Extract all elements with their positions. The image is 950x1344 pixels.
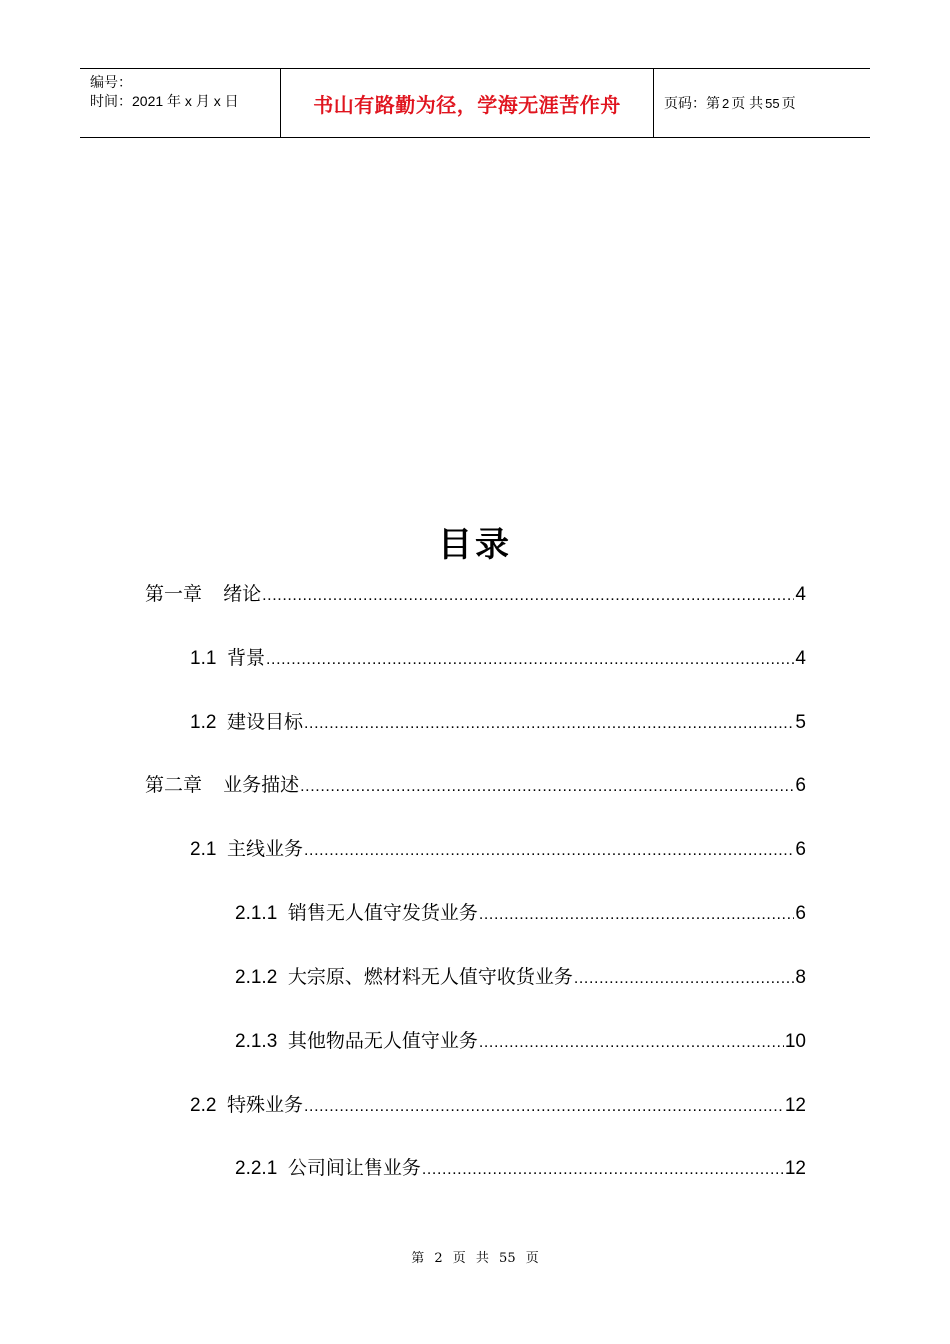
toc-leader-dots bbox=[422, 1155, 784, 1185]
toc-entry-page: 6 bbox=[795, 903, 806, 924]
toc-entry[interactable] bbox=[190, 835, 806, 865]
toc-entry-page: 10 bbox=[784, 1031, 806, 1052]
toc-leader-dots bbox=[266, 645, 794, 675]
toc-entry-number: 2.1.1 bbox=[235, 903, 288, 924]
toc-entry-title: 绪论 bbox=[223, 584, 262, 605]
header-info-cell bbox=[80, 69, 281, 137]
toc-entry-page: 6 bbox=[795, 775, 806, 796]
header-page-info bbox=[654, 69, 870, 137]
toc-entry[interactable] bbox=[190, 644, 806, 674]
toc-entry[interactable] bbox=[235, 1154, 806, 1184]
toc-entry-title: 主线业务 bbox=[226, 839, 303, 860]
page-footer: 第 2 页 共 55 页 bbox=[411, 1251, 539, 1266]
toc-title: 目录 bbox=[438, 526, 512, 564]
page-middle: 页 共 bbox=[731, 95, 764, 111]
toc-entry[interactable] bbox=[145, 580, 806, 610]
toc-entry-title: 建设目标 bbox=[226, 712, 303, 733]
toc-entry-number: 2.1.3 bbox=[235, 1031, 288, 1052]
toc-entry-title: 公司间让售业务 bbox=[287, 1158, 421, 1179]
toc-leader-dots bbox=[479, 1028, 784, 1058]
toc-entry-number: 1.1 bbox=[190, 648, 227, 669]
page-header bbox=[80, 68, 870, 138]
toc-entry[interactable] bbox=[190, 1091, 806, 1121]
toc-entry-page: 4 bbox=[795, 648, 806, 669]
page-total: 55 bbox=[765, 95, 780, 111]
toc-entry-number: 2.1.2 bbox=[235, 967, 288, 988]
toc-entry-page: 12 bbox=[784, 1095, 806, 1116]
toc-leader-dots bbox=[479, 900, 795, 930]
toc-entry-page: 8 bbox=[795, 967, 806, 988]
toc-entry-number: 第一章 bbox=[145, 584, 224, 605]
toc-entry-title: 背景 bbox=[226, 648, 265, 669]
toc-leader-dots bbox=[304, 836, 794, 866]
toc-entry-title: 业务描述 bbox=[223, 775, 300, 796]
toc-entry-title: 大宗原、燃材料无人值守收货业务 bbox=[287, 967, 573, 988]
toc-entry-page: 5 bbox=[795, 712, 806, 733]
toc-entry-number: 第二章 bbox=[145, 775, 224, 796]
page-prefix: 页码：第 bbox=[664, 95, 720, 111]
document-number-label: 编号： bbox=[90, 74, 132, 90]
toc-entry[interactable] bbox=[235, 963, 806, 993]
document-date-label: 时间：2021 年 x 月 x 日 bbox=[90, 93, 239, 109]
toc-entry-number: 1.2 bbox=[190, 712, 227, 733]
toc-entry[interactable] bbox=[235, 1027, 806, 1057]
toc-entry-number: 2.1 bbox=[190, 839, 227, 860]
toc-entry[interactable] bbox=[145, 771, 806, 801]
toc-leader-dots bbox=[304, 709, 794, 739]
header-motto: 书山有路勤为径，学海无涯苦作舟 bbox=[281, 69, 654, 137]
toc-entry-page: 6 bbox=[795, 839, 806, 860]
toc-leader-dots bbox=[262, 581, 794, 611]
toc-entry[interactable] bbox=[190, 708, 806, 738]
toc-entry-number: 2.2.1 bbox=[235, 1158, 288, 1179]
page-suffix: 页 bbox=[781, 95, 796, 111]
toc-entry-title: 特殊业务 bbox=[226, 1095, 303, 1116]
toc-entry-number: 2.2 bbox=[190, 1095, 227, 1116]
toc-entry[interactable] bbox=[235, 899, 806, 929]
toc-entry-page: 12 bbox=[784, 1158, 806, 1179]
toc-entry-title: 销售无人值守发货业务 bbox=[287, 903, 478, 924]
toc-entry-title: 其他物品无人值守业务 bbox=[287, 1031, 478, 1052]
toc-entry-page: 4 bbox=[795, 584, 806, 605]
toc-leader-dots bbox=[304, 1092, 784, 1122]
toc-leader-dots bbox=[300, 772, 794, 802]
toc-leader-dots bbox=[574, 964, 795, 994]
page-current: 2 bbox=[722, 95, 730, 111]
